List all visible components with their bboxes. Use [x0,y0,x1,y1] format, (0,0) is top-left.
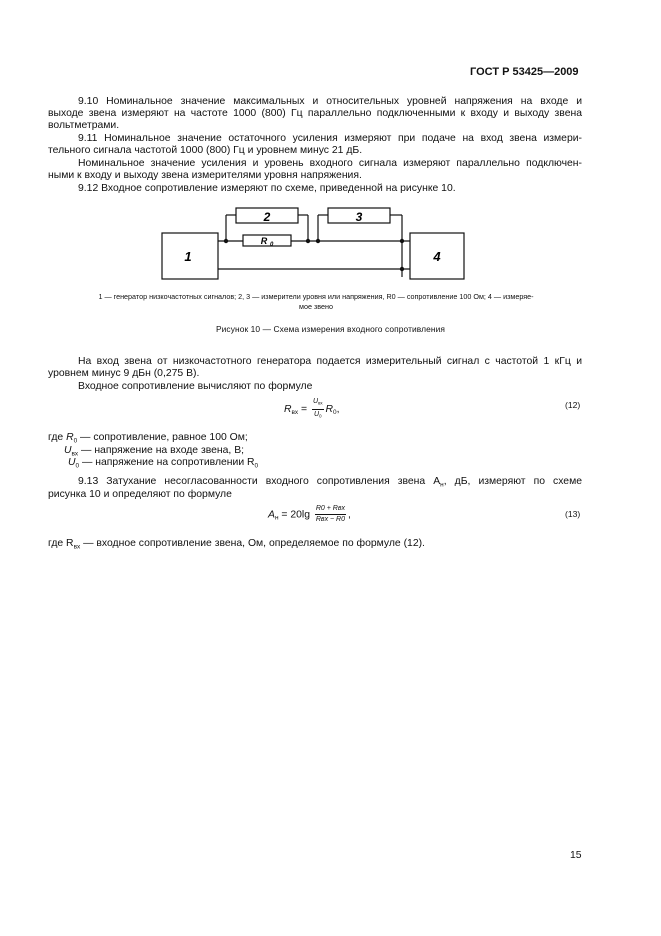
paragraph-9-10-line2: выходе звена измеряют на частоте 1000 (800) Гц параллельно подключенными к входу и выходу звена [48,108,582,119]
standard-designation: ГОСТ Р 53425—2009 [470,66,579,78]
paragraph-9-11-line2: тельного сигнала частотой 1000 (800) Гц и уровнем минус 21 дБ. [48,145,363,156]
paragraph-input-line2: уровнем минус 9 дБн (0,275 В). [48,368,200,379]
paragraph-9-10-line3: вольтметрами. [48,120,120,131]
definition-uvx-symbol: U [64,445,72,456]
formula-13-numerator: R0 + Rвх [315,505,346,515]
definition-rvx-prefix: где R [48,538,74,549]
formula-12-numerator-sub: вх [318,400,323,406]
figure-10-schematic [158,202,468,284]
definition-uvx-sub: вх [71,450,79,458]
paragraph-9-13-tail: , дБ, измеряют по схеме [443,476,582,487]
formula-13-number: (13) [565,509,581,519]
definition-rvx [48,538,425,554]
paragraph-9-12: 9.12 Входное сопротивление измеряют по схеме, приведенной на рисунке 10. [78,183,456,194]
definition-r0-prefix: где [48,432,67,443]
formula-12 [284,398,340,420]
figure-legend [46,292,586,311]
formula-12-tail-end: , [336,403,340,415]
definition-u0-text-sub: 0 [254,462,259,470]
figure-legend-line1: 1 — генератор низкочастотных сигналов; 2, 3 — измерители уровня или напряжения, R0 — сопротивление 100 Ом; 4 — измеряе- [98,292,534,301]
definition-u0-text: — напряжение на сопротивлении R [79,457,255,468]
definition-r0-text: — сопротивление, равное 100 Ом; [77,432,248,443]
formula-12-number: (12) [565,400,581,410]
formula-13-lhs: A [268,509,275,521]
formula-12-denominator-sub: 0 [319,413,322,419]
definition-u0 [68,457,258,473]
paragraph-gain-line2: ными к входу и выходу звена измерителями уровня напряжения. [48,170,362,181]
definition-u0-symbol: U [68,457,76,468]
page-number: 15 [570,850,582,861]
paragraph-9-10-line1: 9.10 Номинальное значение максимальных и относительных уровней напряжения на входе и [78,96,582,107]
block-2-label: 2 [263,210,271,224]
formula-12-equals: = [298,403,310,415]
paragraph-input-line1: На вход звена от низкочастотного генератора подается измерительный сигнал с частотой 1 кГц и [78,356,582,367]
block-4-label: 4 [433,249,441,264]
resistor-r0-subscript: 0 [270,242,274,248]
definition-u0-sub: 0 [75,462,80,470]
definition-rvx-text: — входное сопротивление звена, Ом, определяемое по формуле (12). [80,538,425,549]
formula-13-equals: = 20lg [278,509,313,521]
definition-rvx-sub: вх [73,543,81,551]
formula-13 [268,505,351,524]
formula-12-fraction [312,398,324,420]
paragraph-9-13-line2: рисунка 10 и определяют по формуле [48,489,232,500]
block-3-label: 3 [355,210,363,224]
definition-uvx-text: — напряжение на входе звена, В; [78,445,245,456]
paragraph-gain-line1: Номинальное значение усиления и уровень входного сигнала измеряют параллельно подключен- [78,158,582,169]
figure-legend-line2: мое звено [299,301,333,311]
formula-13-lhs-sub: н [274,514,279,522]
formula-12-tail-sub: 0 [333,409,337,417]
formula-12-tail: R [325,403,334,415]
figure-caption: Рисунок 10 — Схема измерения входного сопротивления [215,324,446,334]
paragraph-9-13-sub: н [440,481,444,489]
definition-r0-sub: 0 [73,437,78,445]
resistor-r0-label: R [260,236,268,246]
formula-13-tail: , [348,509,351,521]
paragraph-9-13-main: 9.13 Затухание несогласованности входного сопротивления звена A [78,476,441,487]
formula-13-fraction [315,505,346,524]
formula-12-denominator: U [314,410,320,418]
formula-13-denominator: Rвх − R0 [315,516,346,523]
paragraph-9-11-line1: 9.11 Номинальное значение остаточного усиления измеряют при подаче на вход звена измери- [78,133,582,144]
formula-12-lhs-sub: вх [291,409,299,417]
formula-12-lhs: R [284,403,292,415]
block-1-label: 1 [184,249,192,264]
formula-12-numerator: U [313,398,319,405]
paragraph-formula-intro: Входное сопротивление вычисляют по формуле [78,381,313,392]
definition-r0-symbol: R [66,432,74,443]
